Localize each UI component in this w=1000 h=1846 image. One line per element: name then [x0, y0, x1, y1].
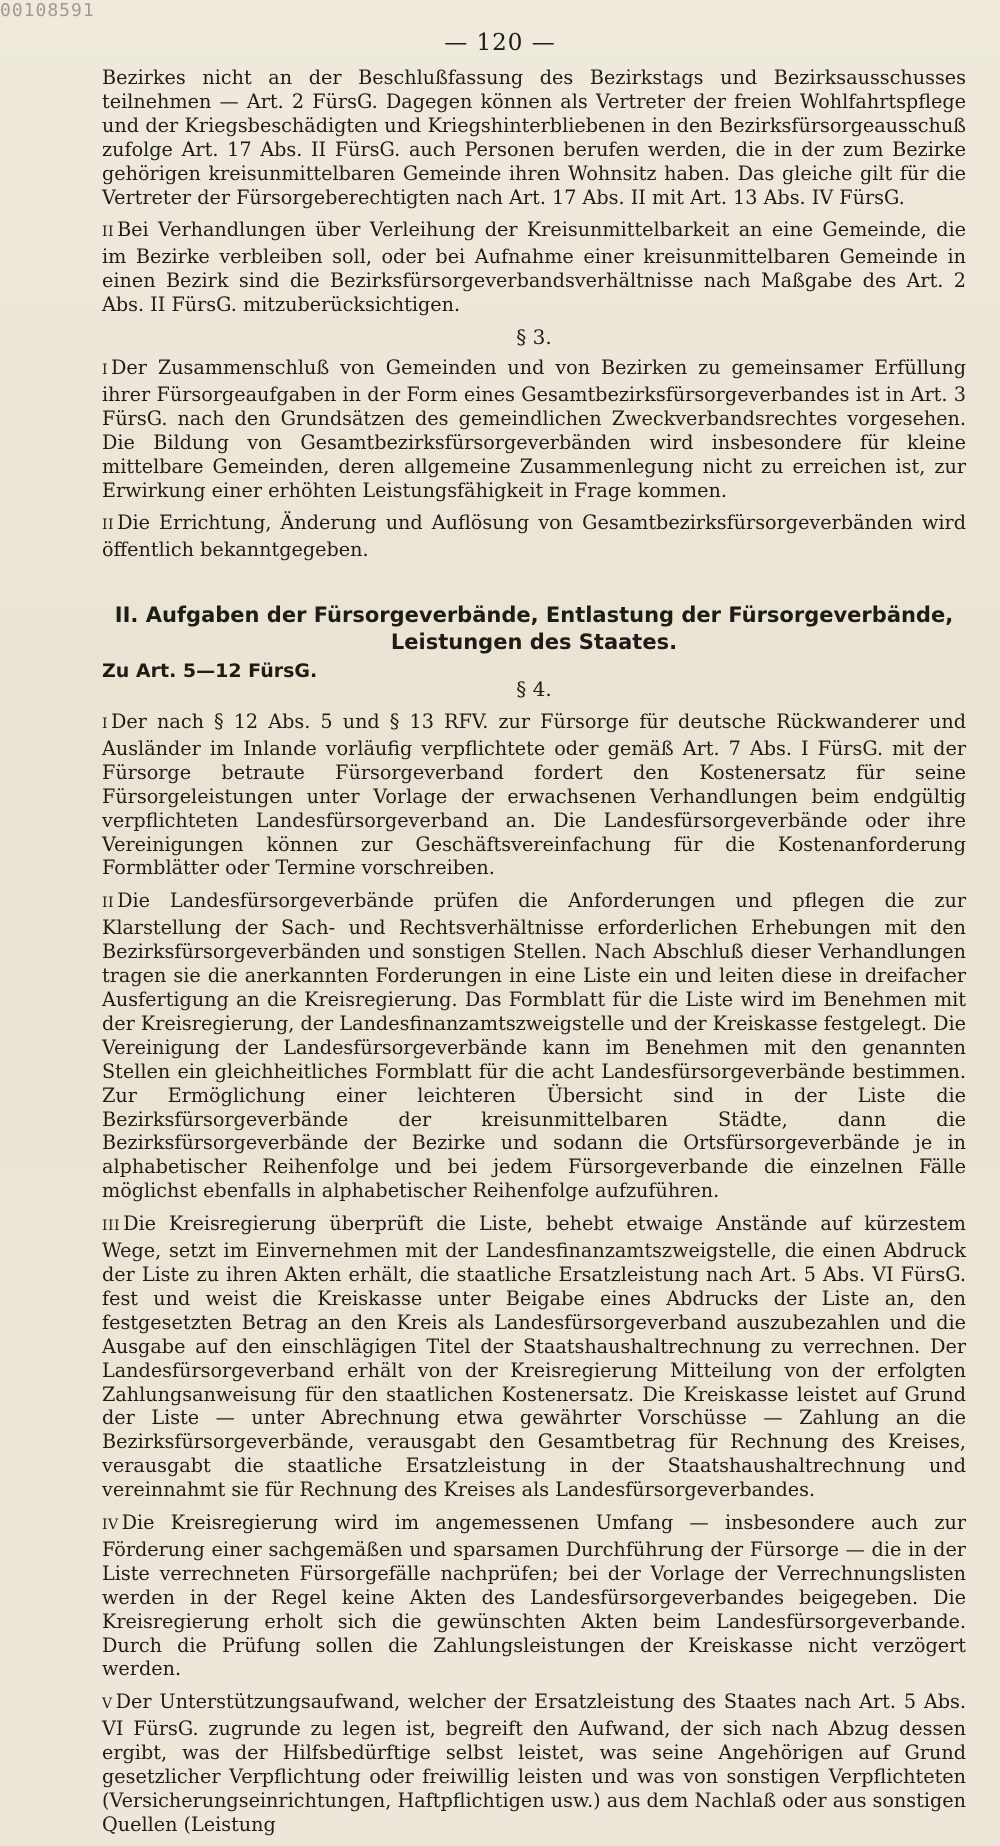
section-3-paragraph-ii — [102, 511, 966, 562]
paragraph-number: III — [102, 1218, 121, 1235]
section-3-paragraph-i — [102, 356, 966, 502]
paragraph-text: Bei Verhandlungen über Verleihung der Kreisunmittelbarkeit an eine Gemeinde, die im Bezirke verbleiben soll, oder bei Aufnahme einer kreisunmittelbaren Gemeinde in einen Bezirk sind die Bezirksfürsorgeverbandsverhältnisse nach Maßgabe des Art. 2 Abs. II FürsG. mitzuberücksichtigen. — [102, 218, 966, 317]
archive-stamp: 00108591 — [0, 0, 95, 21]
paragraph-text: Bezirkes nicht an der Beschlußfassung des Bezirkstags und Bezirksausschusses teilnehmen — Art. 2 FürsG. Dagegen können als Vertreter der freien Wohlfahrtspflege und der Kriegsbeschädigten und Kriegshinterbliebenen in den Bezirksfürsorgeausschuß zufolge Art. 17 Abs. II FürsG. auch Personen berufen werden, die in der zum Bezirke gehörigen kreisunmittelbaren Gemeinde ihren Wohnsitz haben. Das gleiche gilt für die Vertreter der Fürsorgeberechtigten nach Art. 17 Abs. II mit Art. 13 Abs. IV FürsG. — [102, 66, 966, 209]
section-4-paragraph-i — [102, 710, 966, 880]
paragraph-text: Der nach § 12 Abs. 5 und § 13 RFV. zur Fürsorge für deutsche Rückwanderer und Ausländer im Inlande vorläufig verpflichtete oder gemäß Art. 7 Abs. I FürsG. mit der Fürsorge betraute Fürsorgeverband fordert den Kostenersatz für seine Fürsorgeleistungen unter Vorlage der erwachsenen Verhandlungen beim endgültig verpflichteten Landesfürsorgeverband an. Die Landesfürsorgeverbände oder ihre Vereinigungen können zur Geschäftsvereinfachung für die Kostenanforderung Formblätter oder Termine vorschreiben. — [102, 710, 966, 880]
paragraph-text: Die Kreisregierung wird im angemessenen Umfang — insbesondere auch zur Förderung einer sachgemäßen und sparsamen Durchführung der Fürsorge — die in der Liste verrechneten Fürsorgefälle nachprüfen; bei der Vorlage der Verrechnungslisten werden in der Regel keine Akten des Landesfürsorgeverbandes beigegeben. Die Kreisregierung erholt sich die gewünschten Akten beim Landesfürsorgeverbande. Durch die Prüfung sollen die Zahlungsleistungen der Kreiskasse nicht verzögert werden. — [102, 1511, 966, 1681]
section-4-paragraph-ii — [102, 889, 966, 1203]
paragraph-text: Die Errichtung, Änderung und Auflösung von Gesamtbezirksfürsorgeverbänden wird öffentlich bekanntgegeben. — [102, 511, 966, 562]
paragraph-text: Die Landesfürsorgeverbände prüfen die Anforderungen und pflegen die zur Klarstellung der Sach- und Rechtsverhältnisse erforderlichen Erhebungen mit den Bezirksfürsorgeverbänden und sonstigen Stellen. Nach Abschluß dieser Verhandlungen tragen sie die anerkannten Forderungen in eine Liste ein und leiten diese in dreifacher Ausfertigung an die Kreisregierung. Das Formblatt für die Liste wird im Benehmen mit der Kreisregierung, der Landesfinanzamtszweigstelle und der Kreiskasse festgelegt. Die Vereinigung der Landesfürsorgeverbände kann im Benehmen mit den genannten Stellen ein gleichheitliches Formblatt für die acht Landesfürsorgeverbände bestimmen. Zur Ermöglichung einer leichteren Übersicht sind in der Liste die Bezirksfürsorgeverbände der kreisunmittelbaren Städte, dann die Bezirksfürsorgeverbände der Bezirke und sodann die Ortsfürsorgeverbände je in alphabetischer Reihenfolge und bei jedem Fürsorgeverbande die einzelnen Fälle möglichst ebenfalls in alphabetischer Reihenfolge aufzuführen. — [102, 889, 966, 1203]
page-number: — 120 — — [444, 30, 556, 56]
paragraph-text: Der Unterstützungsaufwand, welcher der Ersatzleistung des Staates nach Art. 5 Abs. VI FürsG. zugrunde zu legen ist, begreift den Aufwand, der sich nach Abzug dessen ergibt, was der Hilfsbedürftige selbst leistet, was seine Angehörigen auf Grund gesetzlicher Verpflichtung oder freiwillig leisten und was von sonstigen Verpflichteten (Versicherungseinrichtungen, Haftpflichtigen usw.) aus dem Nachlaß oder aus sonstigen Quellen (Leistung — [102, 1690, 966, 1836]
section-4-heading: § 4. — [516, 677, 552, 702]
paragraph-number: V — [102, 1696, 113, 1713]
paragraph-continuation — [102, 66, 966, 209]
paragraph-text: Die Kreisregierung überprüft die Liste, behebt etwaige Anstände auf kürzestem Wege, setzt im Einvernehmen mit der Landesfinanzamtszweigstelle, die einen Abdruck der Liste zu ihren Akten erhält, die staatliche Ersatzleistung nach Art. 5 Abs. VI FürsG. fest und weist die Kreiskasse unter Beigabe eines Abdrucks der Liste an, den festgesetzten Betrag an den Kreis als Landesfürsorgeverband auszubezahlen und die Ausgabe auf den einschlägigen Titel der Staatshaushaltrechnung zu verrechnen. Der Landesfürsorgeverband erhält von der Kreisregierung Mitteilung von der erfolgten Zahlungsanweisung für den staatlichen Kostenersatz. Die Kreiskasse leistet auf Grund der Liste — unter Abrechnung etwa gewährter Vorschüsse — Zahlung an die Bezirksfürsorgeverbände, verausgabt den Gesamtbetrag für Rechnung des Kreises, verausgabt die staatliche Ersatzleistung in der Staatshaushaltrechnung und vereinnahmt sie für Rechnung des Kreises als Landesfürsorgeverbandes. — [102, 1212, 966, 1502]
paragraph-text: Der Zusammenschluß von Gemeinden und von Bezirken zu gemeinsamer Erfüllung ihrer Fürsorgeaufgaben in der Form eines Gesamtbezirksfürsorgeverbandes ist in Art. 3 FürsG. nach den Grundsätzen des gemeindlichen Zweckverbandsrechtes vorgesehen. Die Bildung von Gesamtbezirksfürsorgeverbänden wird insbesondere für kleine mittelbare Gemeinden, deren allgemeine Zusammenlegung nicht zu erreichen ist, zur Erwirkung einer erhöhten Leistungsfähigkeit in Frage kommen. — [102, 355, 966, 502]
paragraph-number: I — [102, 716, 109, 733]
paragraph-ii — [102, 218, 966, 317]
section-4-paragraph-iv — [102, 1511, 966, 1681]
chapter-subheading: Zu Art. 5—12 FürsG. — [102, 660, 318, 683]
paragraph-number: II — [102, 517, 115, 534]
section-4-paragraph-iii — [102, 1212, 966, 1502]
section-4-paragraph-v — [102, 1690, 966, 1836]
section-3-heading: § 3. — [516, 325, 552, 350]
body-text — [102, 66, 966, 1846]
chapter-heading: II. Aufgaben der Fürsorgeverbände, Entlastung der Fürsorgeverbände, Leistungen des Staates. — [114, 603, 954, 655]
paragraph-number: I — [102, 361, 109, 378]
paragraph-number: II — [102, 895, 115, 912]
paragraph-number: IV — [102, 1517, 119, 1534]
paragraph-number: II — [102, 224, 115, 241]
